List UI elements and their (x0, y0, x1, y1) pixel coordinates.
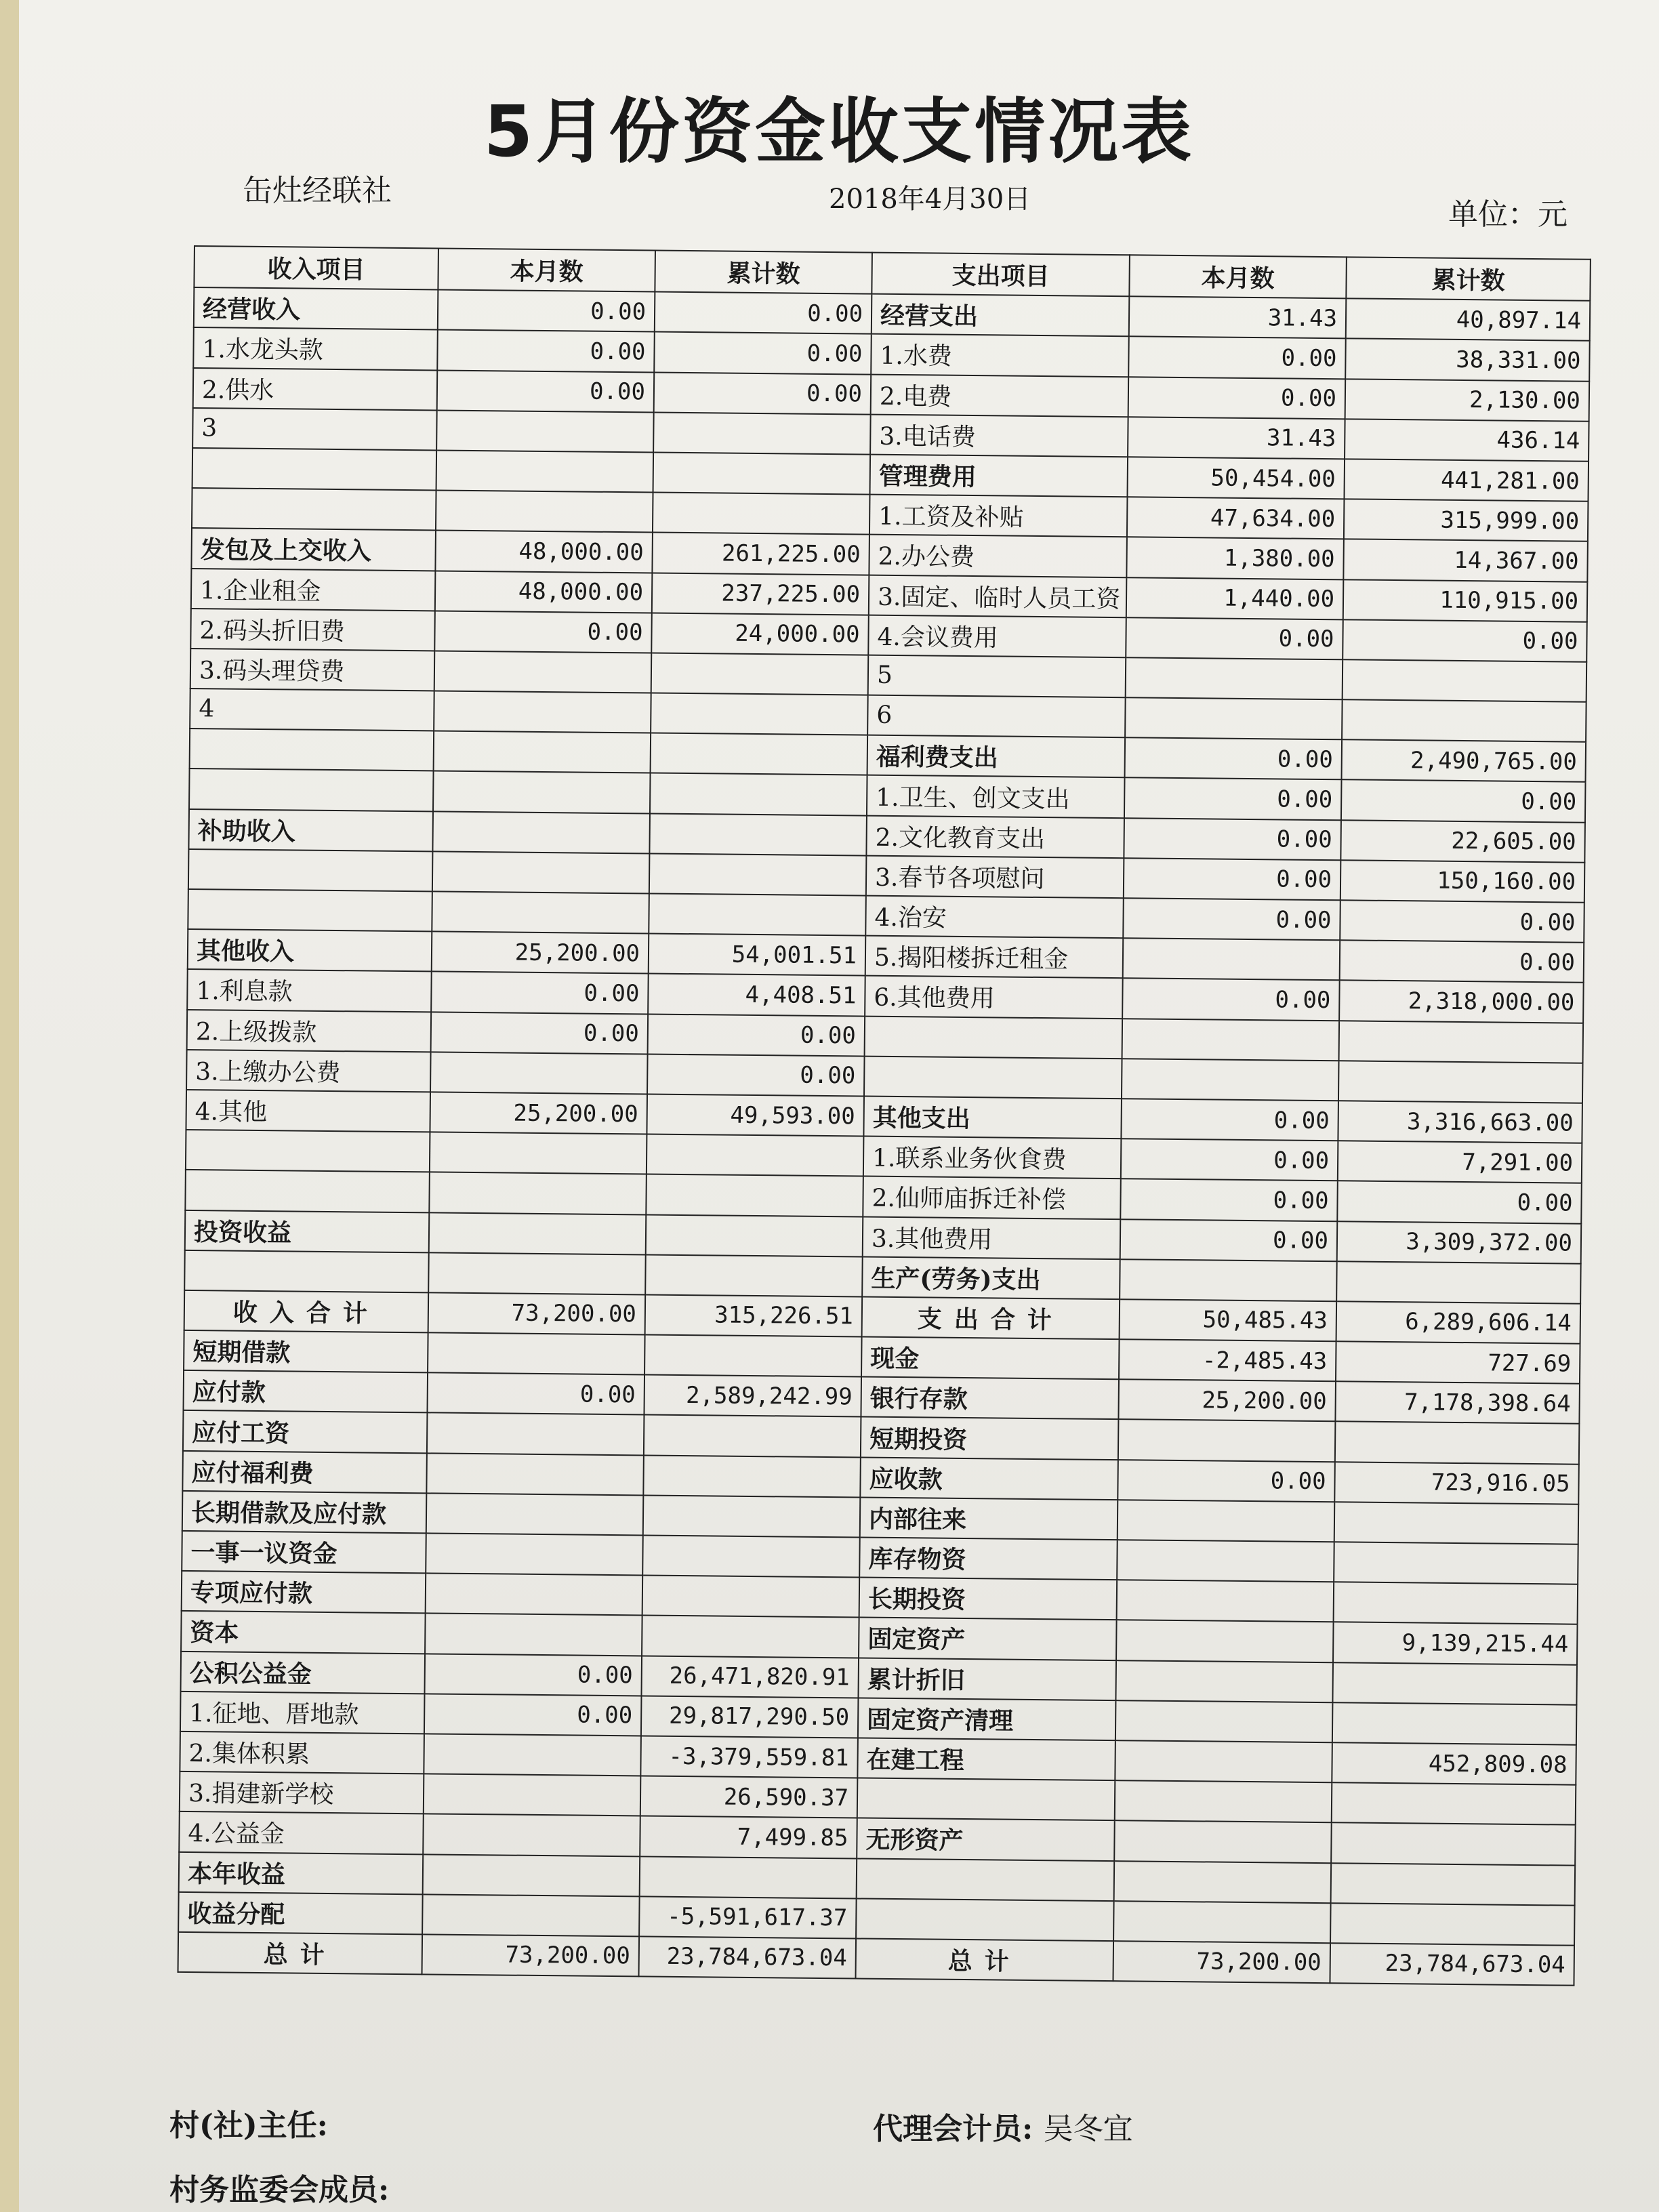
income-cumulative-cell (646, 1214, 863, 1256)
income-cumulative-cell (650, 773, 867, 815)
expense-month-cell (1118, 1420, 1336, 1462)
expense-cumulative-cell (1332, 1702, 1577, 1745)
expense-month-cell: 0.00 (1120, 1219, 1338, 1261)
income-cumulative-cell: 24,000.00 (651, 613, 869, 655)
expense-month-cell: 47,634.00 (1127, 497, 1345, 539)
expense-month-cell (1117, 1540, 1334, 1582)
expense-item-cell (856, 1898, 1114, 1941)
income-month-cell: 48,000.00 (435, 571, 653, 613)
income-item-cell: 应付工资 (183, 1410, 428, 1453)
column-header: 支出项目 (872, 253, 1130, 297)
ledger-table-wrapper (178, 245, 1590, 1986)
income-cumulative-cell: -3,379,559.81 (640, 1736, 858, 1778)
expense-cumulative-cell: 23,784,673.04 (1330, 1943, 1574, 1986)
income-item-cell (188, 849, 433, 892)
expense-item-cell: 2.仙师庙拆迁补偿 (863, 1176, 1121, 1219)
income-item-cell: 专项应付款 (182, 1571, 426, 1614)
expense-item-cell: 经营支出 (872, 294, 1130, 337)
income-month-cell (426, 1493, 644, 1535)
expense-month-cell: 73,200.00 (1113, 1941, 1330, 1983)
expense-cumulative-cell (1332, 1662, 1577, 1705)
expense-month-cell (1115, 1780, 1332, 1822)
income-cumulative-cell: 2,589,242.99 (644, 1375, 861, 1417)
expense-cumulative-cell: 0.00 (1341, 780, 1586, 823)
income-item-cell: 应付福利费 (182, 1451, 427, 1494)
income-cumulative-cell: 7,499.85 (640, 1816, 857, 1858)
expense-cumulative-cell: 723,916.05 (1334, 1462, 1579, 1504)
income-month-cell: 0.00 (437, 370, 655, 412)
currency-unit: 单位：元 (1448, 197, 1568, 232)
expense-cumulative-cell: 315,999.00 (1344, 499, 1589, 541)
expense-item-cell: 长期投资 (859, 1578, 1118, 1620)
expense-item-cell (857, 1778, 1115, 1821)
expense-month-cell (1126, 657, 1343, 699)
expense-cumulative-cell: 441,281.00 (1344, 459, 1589, 501)
income-item-cell (186, 1130, 430, 1172)
income-item-cell: 2.码头折旧费 (190, 609, 435, 651)
income-item-cell: 3.上缴办公费 (186, 1050, 431, 1092)
expense-cumulative-cell: 2,130.00 (1345, 379, 1590, 422)
expense-month-cell: 0.00 (1121, 1099, 1338, 1141)
income-cumulative-cell (643, 1455, 861, 1497)
income-cumulative-cell: 26,590.37 (640, 1776, 858, 1818)
income-cumulative-cell (651, 693, 868, 735)
income-month-cell: 0.00 (424, 1694, 642, 1736)
expense-cumulative-cell: 0.00 (1343, 619, 1587, 662)
expense-item-cell: 2.文化教育支出 (866, 815, 1124, 858)
expense-cumulative-cell: 0.00 (1337, 1181, 1582, 1224)
income-month-cell (427, 1413, 644, 1455)
report-date: 2018年4月30日 (829, 184, 1031, 215)
income-cumulative-cell (651, 733, 868, 775)
income-cumulative-cell (644, 1415, 861, 1457)
expense-item-cell: 1.水费 (871, 334, 1129, 377)
expense-item-cell: 固定资产清理 (858, 1698, 1116, 1740)
expense-month-cell (1115, 1740, 1332, 1782)
income-month-cell (436, 491, 653, 533)
income-cumulative-cell (642, 1535, 860, 1577)
expense-item-cell: 短期投资 (861, 1417, 1119, 1460)
income-cumulative-cell (653, 452, 871, 494)
income-item-cell (188, 889, 432, 932)
expense-month-cell (1115, 1660, 1333, 1702)
expense-cumulative-cell (1334, 1582, 1578, 1624)
ledger-table (178, 245, 1591, 1986)
income-item-cell: 公积公益金 (181, 1651, 426, 1694)
income-month-cell (434, 651, 652, 693)
expense-item-cell: 5 (868, 655, 1126, 697)
income-cumulative-cell: 26,471,820.91 (641, 1656, 859, 1698)
expense-item-cell (864, 1056, 1122, 1099)
expense-item-cell: 现金 (861, 1337, 1120, 1380)
expense-item-cell: 库存物资 (859, 1538, 1118, 1580)
income-cumulative-cell: 0.00 (655, 292, 872, 334)
expense-month-cell (1118, 1500, 1335, 1542)
income-month-cell (424, 1734, 641, 1776)
expense-month-cell: 1,440.00 (1126, 577, 1344, 619)
income-cumulative-cell (649, 853, 867, 895)
expense-cumulative-cell: 150,160.00 (1340, 860, 1585, 903)
expense-item-cell: 3.其他费用 (863, 1216, 1121, 1259)
expense-cumulative-cell: 14,367.00 (1343, 539, 1588, 582)
income-month-cell: 0.00 (431, 972, 649, 1014)
income-month-cell (428, 1332, 645, 1374)
income-month-cell (430, 1052, 648, 1094)
income-item-cell: 应付款 (183, 1370, 428, 1413)
income-item-cell: 3 (192, 408, 437, 451)
income-item-cell: 1.征地、厝地款 (180, 1692, 425, 1734)
income-month-cell (433, 771, 651, 813)
expense-item-cell: 固定资产 (859, 1618, 1117, 1660)
expense-month-cell: -2,485.43 (1119, 1339, 1336, 1381)
expense-month-cell: 0.00 (1124, 778, 1342, 820)
expense-item-cell: 总计 (855, 1938, 1113, 1981)
income-item-cell: 1.利息款 (187, 969, 432, 1012)
income-cumulative-cell (642, 1576, 860, 1618)
income-cumulative-cell (642, 1616, 859, 1658)
expense-item-cell: 累计折旧 (858, 1658, 1116, 1700)
income-cumulative-cell: 0.00 (648, 1014, 865, 1056)
income-month-cell: 73,200.00 (428, 1292, 646, 1334)
column-header: 累计数 (1346, 257, 1591, 301)
income-item-cell: 补助收入 (188, 809, 433, 852)
income-month-cell (429, 1212, 647, 1254)
income-cumulative-cell: -5,591,617.37 (639, 1896, 857, 1938)
income-item-cell: 4 (190, 689, 434, 731)
income-month-cell: 0.00 (425, 1654, 642, 1696)
expense-cumulative-cell (1338, 1061, 1583, 1103)
income-item-cell: 投资收益 (185, 1210, 430, 1252)
expense-item-cell: 1.联系业务伙食费 (863, 1136, 1122, 1179)
income-cumulative-cell: 0.00 (654, 332, 872, 374)
expense-item-cell: 5.揭阳楼拆迁租金 (865, 936, 1124, 979)
expense-cumulative-cell: 727.69 (1336, 1341, 1580, 1384)
income-item-cell: 4.其他 (186, 1090, 430, 1132)
income-item-cell: 资本 (181, 1611, 426, 1654)
expense-cumulative-cell: 0.00 (1340, 900, 1584, 943)
income-month-cell: 25,200.00 (430, 1092, 647, 1134)
income-cumulative-cell (647, 1134, 864, 1176)
expense-month-cell (1114, 1820, 1332, 1862)
income-item-cell (184, 1250, 429, 1293)
expense-month-cell: 0.00 (1124, 818, 1341, 860)
income-item-cell (185, 1170, 430, 1212)
expense-month-cell: 25,200.00 (1118, 1379, 1336, 1421)
expense-item-cell: 在建工程 (857, 1738, 1115, 1780)
expense-month-cell (1113, 1901, 1331, 1943)
expense-item-cell: 1.卫生、创文支出 (867, 775, 1125, 818)
expense-cumulative-cell (1330, 1903, 1575, 1946)
column-header: 收入项目 (194, 246, 438, 290)
income-item-cell: 2.上级拨款 (187, 1010, 432, 1052)
income-cumulative-cell (640, 1856, 857, 1898)
expense-month-cell (1125, 697, 1343, 739)
income-month-cell (434, 691, 651, 733)
expense-item-cell: 福利费支出 (867, 735, 1126, 778)
expense-cumulative-cell: 7,178,398.64 (1335, 1382, 1580, 1425)
column-header: 本月数 (1129, 255, 1347, 298)
committee-label: 村务监委会成员: (169, 2173, 390, 2207)
expense-item-cell: 银行存款 (861, 1377, 1119, 1420)
income-month-cell (436, 410, 654, 452)
income-month-cell (430, 1132, 647, 1174)
expense-month-cell: 31.43 (1128, 417, 1345, 459)
income-cumulative-cell: 261,225.00 (652, 533, 869, 575)
expense-cumulative-cell: 2,318,000.00 (1339, 981, 1584, 1023)
income-month-cell (432, 851, 650, 893)
income-month-cell (429, 1172, 647, 1214)
income-month-cell: 0.00 (434, 611, 652, 653)
expense-item-cell: 3.固定、临时人员工资 (869, 575, 1127, 617)
income-cumulative-cell: 0.00 (647, 1054, 865, 1096)
accountant-signature (873, 2104, 1133, 2148)
expense-month-cell: 50,485.43 (1120, 1299, 1337, 1341)
income-month-cell (426, 1574, 643, 1616)
expense-cumulative-cell: 436.14 (1345, 419, 1589, 462)
column-header: 本月数 (438, 248, 655, 291)
expense-item-cell: 管理费用 (870, 455, 1128, 497)
director-signature (169, 2101, 328, 2144)
expense-cumulative-cell: 0.00 (1340, 940, 1584, 983)
income-cumulative-cell: 49,593.00 (647, 1094, 864, 1136)
accountant-label: 代理会计员: (873, 2112, 1033, 2146)
expense-month-cell: 0.00 (1121, 1139, 1338, 1181)
expense-month-cell: 0.00 (1125, 737, 1343, 779)
income-item-cell (189, 769, 434, 811)
income-item-cell: 其他收入 (188, 929, 432, 972)
ledger-body (178, 287, 1591, 1986)
expense-cumulative-cell: 38,331.00 (1345, 339, 1590, 382)
income-cumulative-cell: 237,225.00 (652, 573, 869, 615)
expense-cumulative-cell: 2,490,765.00 (1342, 740, 1586, 783)
expense-month-cell: 0.00 (1126, 617, 1343, 659)
income-month-cell: 0.00 (431, 1012, 649, 1054)
income-cumulative-cell: 4,408.51 (648, 974, 865, 1016)
income-cumulative-cell (643, 1495, 861, 1537)
income-month-cell (426, 1453, 644, 1495)
income-cumulative-cell: 315,226.51 (645, 1294, 863, 1336)
expense-item-cell: 4.会议费用 (868, 615, 1126, 657)
expense-item-cell: 3.电话费 (870, 414, 1128, 457)
income-month-cell: 73,200.00 (422, 1934, 640, 1976)
income-month-cell (434, 731, 651, 773)
income-item-cell: 总计 (178, 1932, 423, 1975)
expense-month-cell: 0.00 (1123, 898, 1340, 940)
expense-cumulative-cell: 6,289,606.14 (1336, 1301, 1581, 1344)
income-month-cell (436, 450, 654, 492)
income-month-cell (423, 1854, 640, 1896)
expense-month-cell (1114, 1861, 1332, 1903)
expense-month-cell: 31.43 (1129, 296, 1347, 338)
income-month-cell (422, 1894, 640, 1936)
expense-cumulative-cell: 3,309,372.00 (1337, 1221, 1582, 1264)
expense-month-cell: 0.00 (1128, 377, 1346, 419)
expense-item-cell: 2.电费 (871, 374, 1129, 417)
income-cumulative-cell (649, 893, 866, 935)
expense-item-cell: 2.办公费 (869, 535, 1127, 577)
expense-item-cell: 应收款 (860, 1457, 1118, 1500)
expense-cumulative-cell (1339, 1021, 1584, 1063)
expense-cumulative-cell (1334, 1502, 1579, 1544)
expense-cumulative-cell: 110,915.00 (1343, 579, 1588, 622)
expense-month-cell (1117, 1580, 1334, 1622)
organization-name: 缶灶经联社 (243, 173, 392, 208)
income-month-cell (428, 1252, 646, 1294)
expense-cumulative-cell: 452,809.08 (1332, 1742, 1576, 1785)
income-month-cell (432, 891, 649, 933)
expense-cumulative-cell (1331, 1823, 1576, 1866)
expense-item-cell (865, 1016, 1123, 1059)
income-item-cell: 长期借款及应付款 (182, 1491, 427, 1534)
page-title: 5月份资金收支情况表 (483, 90, 1195, 173)
income-month-cell (432, 811, 650, 853)
expense-item-cell: 内部往来 (860, 1497, 1118, 1540)
income-month-cell: 0.00 (438, 290, 655, 332)
expense-cumulative-cell: 22,605.00 (1340, 820, 1585, 863)
expense-cumulative-cell (1334, 1542, 1578, 1584)
income-month-cell: 25,200.00 (432, 932, 649, 974)
paper-sheet (19, 0, 1659, 2212)
income-cumulative-cell: 23,784,673.04 (639, 1936, 857, 1978)
income-cumulative-cell (644, 1335, 862, 1377)
income-cumulative-cell: 29,817,290.50 (641, 1696, 859, 1738)
expense-month-cell (1123, 938, 1340, 980)
income-cumulative-cell (646, 1174, 863, 1216)
expense-item-cell: 无形资产 (857, 1818, 1115, 1861)
expense-cumulative-cell: 3,316,663.00 (1338, 1101, 1582, 1143)
income-item-cell: 经营收入 (194, 287, 438, 330)
income-cumulative-cell (651, 653, 869, 695)
director-label: 村(社)主任: (169, 2108, 328, 2143)
income-item-cell: 4.公益金 (179, 1811, 424, 1854)
column-header: 累计数 (655, 251, 872, 294)
income-month-cell: 48,000.00 (435, 531, 653, 573)
income-month-cell (424, 1774, 641, 1816)
income-item-cell: 2.集体积累 (180, 1732, 424, 1774)
income-item-cell (192, 448, 437, 491)
income-item-cell: 收入合计 (184, 1290, 429, 1333)
income-item-cell: 发包及上交收入 (191, 528, 436, 571)
expense-month-cell: 1,380.00 (1126, 537, 1344, 579)
income-month-cell (423, 1814, 640, 1856)
income-item-cell: 一事一议资金 (182, 1531, 426, 1574)
expense-month-cell: 0.00 (1122, 979, 1340, 1021)
income-item-cell (192, 488, 436, 531)
income-cumulative-cell: 0.00 (654, 372, 872, 414)
expense-cumulative-cell (1331, 1863, 1576, 1906)
income-item-cell: 收益分配 (178, 1892, 423, 1935)
income-cumulative-cell (645, 1254, 863, 1296)
income-item-cell (190, 729, 434, 771)
expense-month-cell (1122, 1059, 1339, 1101)
expense-month-cell: 0.00 (1118, 1460, 1335, 1502)
expense-cumulative-cell (1332, 1782, 1576, 1825)
income-month-cell: 0.00 (437, 330, 655, 372)
income-month-cell (425, 1614, 642, 1656)
expense-month-cell (1120, 1259, 1337, 1301)
income-month-cell: 0.00 (427, 1373, 644, 1415)
expense-cumulative-cell (1343, 659, 1587, 702)
expense-cumulative-cell (1335, 1422, 1580, 1465)
income-item-cell: 2.供水 (193, 368, 438, 411)
accountant-name: 吴冬宜 (1043, 2112, 1133, 2146)
expense-cumulative-cell: 40,897.14 (1346, 299, 1591, 342)
income-item-cell: 3.捐建新学校 (180, 1771, 424, 1814)
expense-item-cell: 生产(劳务)支出 (862, 1256, 1120, 1299)
expense-cumulative-cell (1336, 1261, 1581, 1304)
expense-cumulative-cell (1342, 699, 1586, 742)
income-item-cell: 本年收益 (179, 1851, 424, 1894)
income-cumulative-cell (649, 813, 867, 855)
income-item-cell: 1.水龙头款 (193, 327, 438, 370)
expense-item-cell: 6.其他费用 (865, 976, 1123, 1019)
expense-cumulative-cell: 9,139,215.44 (1333, 1622, 1578, 1665)
expense-month-cell (1122, 1019, 1340, 1061)
expense-month-cell (1115, 1700, 1333, 1742)
income-cumulative-cell: 54,001.51 (649, 934, 866, 976)
expense-cumulative-cell: 7,291.00 (1338, 1141, 1582, 1183)
expense-item-cell (857, 1858, 1115, 1901)
expense-month-cell: 0.00 (1120, 1179, 1338, 1221)
expense-month-cell (1116, 1620, 1334, 1662)
expense-month-cell: 50,454.00 (1127, 457, 1345, 499)
expense-item-cell: 6 (867, 695, 1126, 738)
income-cumulative-cell (653, 493, 870, 535)
expense-item-cell: 3.春节各项慰问 (866, 855, 1124, 898)
expense-month-cell: 0.00 (1128, 337, 1346, 379)
expense-item-cell: 支出合计 (862, 1296, 1120, 1339)
expense-item-cell: 1.工资及补贴 (869, 495, 1128, 537)
income-cumulative-cell (653, 412, 871, 454)
income-item-cell: 3.码头理贷费 (190, 649, 435, 691)
expense-item-cell: 其他支出 (863, 1096, 1122, 1139)
committee-signature (169, 2165, 389, 2209)
expense-month-cell: 0.00 (1124, 858, 1341, 900)
income-month-cell (426, 1533, 643, 1575)
income-item-cell: 1.企业租金 (191, 568, 436, 611)
expense-item-cell: 4.治安 (865, 896, 1124, 939)
income-item-cell: 短期借款 (184, 1330, 428, 1373)
